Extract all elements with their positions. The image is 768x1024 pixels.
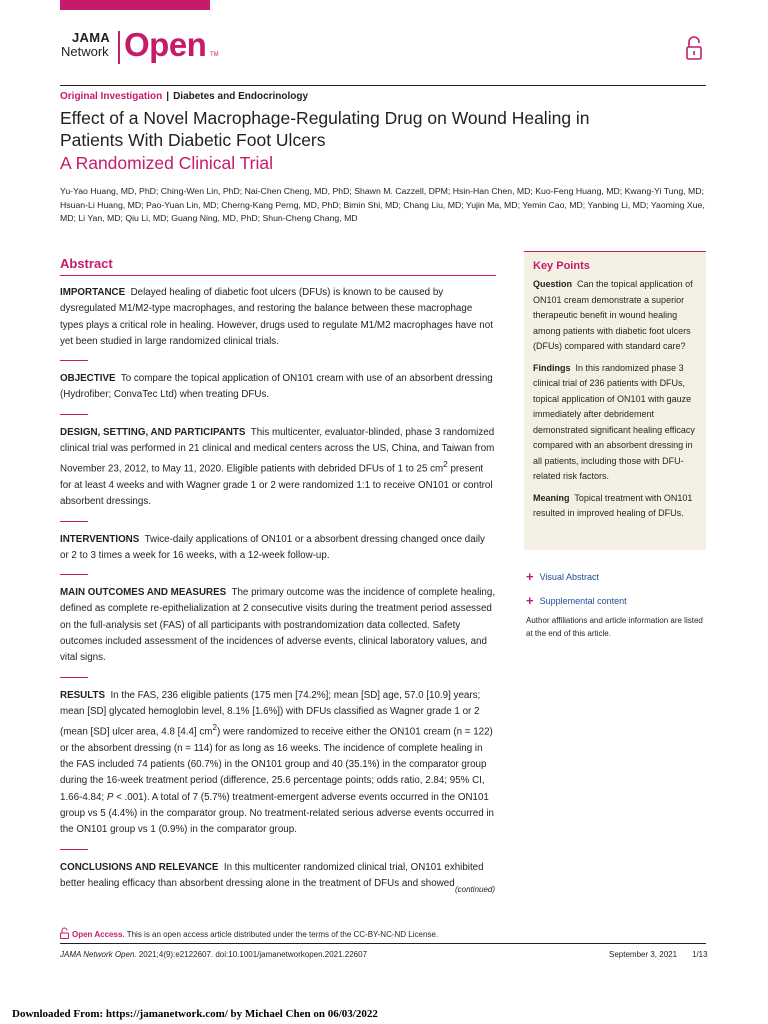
abstract-objective: [60, 371, 496, 404]
design-label: DESIGN, SETTING, AND PARTICIPANTS: [60, 426, 246, 438]
importance-label: IMPORTANCE: [60, 287, 126, 298]
open-access-label[interactable]: Open Access.: [72, 930, 125, 939]
design-text-b: present for at least 4 weeks and with Wagner grade 1 or 2 were randomized 1:1 to receive ON101 or control absorbent dressings.: [60, 463, 493, 508]
author-list: Yu-Yao Huang, MD, PhD; Ching-Wen Lin, PhD; Nai-Chen Cheng, MD, PhD; Shawn M. Cazzell, DPM; Hsin-Han Chen, MD; Kuo-Feng Huang, MD; Kwang-Yi Tung, MD; Hsuan-Li Huang, MD; Pao-Yuan Lin, MD; Cherng-Kang Perng, MD, PhD; Bimin Shi, MD; Chang Liu, MD; Yujin Ma, MD; Yemin Cao, MD; Yanbing Li, MD; Yaoming Xue, MD; Li Yan, MD; Qiu Li, MD; Guang Ning, MD, PhD; Shun-Cheng Chang, MD: [60, 186, 705, 223]
meaning-label: Meaning: [533, 492, 570, 503]
key-points-body: [533, 277, 701, 528]
publication-date: September 3, 2021: [609, 950, 678, 959]
article-type[interactable]: Original Investigation: [60, 91, 163, 102]
journal-name: JAMA Network Open.: [60, 950, 137, 959]
section-divider: [60, 521, 88, 522]
meaning-text: Topical treatment with ON101 resulted in improved healing of DFUs.: [533, 492, 693, 518]
key-points-meaning: [533, 491, 701, 522]
abstract-design: [60, 425, 496, 511]
conclusions-label: CONCLUSIONS AND RELEVANCE: [60, 861, 219, 873]
interventions-label: INTERVENTIONS: [60, 533, 140, 545]
download-stamp: Downloaded From: https://jamanetwork.com/ by Michael Chen on 06/03/2022: [12, 1008, 378, 1020]
lock-open-icon: [60, 927, 69, 939]
plus-icon: +: [526, 569, 534, 584]
outcomes-label: MAIN OUTCOMES AND MEASURES: [60, 587, 227, 599]
logo-trademark: TM: [210, 52, 219, 58]
citation: [60, 950, 367, 959]
logo-jama-text: JAMA: [72, 30, 111, 45]
section-name[interactable]: Diabetes and Endocrinology: [173, 91, 309, 102]
results-text-a: In the FAS, 236 eligible patients (175 men [74.2%]; mean [SD] age, 57.0 [10.9] years; mean [SD] glycated hemoglobin level, 8.1% [1.6%]) with DFUs classified as Wagner grade 1 or 2 (mean [SD] ulcer area, 4.8 [4.4] cm: [60, 689, 481, 738]
question-text: Can the topical application of ON101 cream demonstrate a superior therapeutic benefit in wound healing among patients with diabetic foot ulcers (DFUs) compared with standard care?: [533, 279, 693, 351]
question-label: Question: [533, 279, 573, 289]
key-points-heading: Key Points: [533, 260, 590, 272]
page-number: 1/13: [692, 950, 708, 959]
conclusions-text: In this multicenter randomized clinical trial, ON101 exhibited better healing efficacy than absorbent dressing alone in the treatment of DFUs and showed: [60, 861, 484, 889]
affiliations-note: Author affiliations and article information are listed at the end of this article.: [526, 616, 703, 638]
visual-abstract-label: Visual Abstract: [539, 572, 599, 582]
jama-network-open-logo[interactable]: [60, 28, 260, 68]
abstract-importance: [60, 285, 496, 350]
abstract-outcomes: [60, 585, 496, 666]
continued-note: (continued): [455, 885, 496, 894]
logo-network-text: Network: [61, 44, 109, 59]
findings-label: Findings: [533, 362, 571, 373]
article-subtitle: A Randomized Clinical Trial: [60, 153, 274, 173]
supplemental-content-label: Supplemental content: [539, 596, 627, 606]
supplemental-content-link[interactable]: [526, 592, 627, 607]
header-rule: [60, 85, 706, 86]
key-points-findings: [533, 361, 701, 485]
results-text-b: ) were randomized to receive either the ON101 cream (n = 122) or the absorbent dressing (n = 114) for as long as 16 weeks. The incidence of complete healing in the FAS included 74 patients (60.7%) in the ON101 group and 40 (35.1%) in the comparator group during the 16-week treatment period (difference, 25.6 percentage points; odds ratio, 2.84; 95% CI, 1.66-4.84;: [60, 726, 493, 803]
abstract-interventions: [60, 532, 496, 565]
abstract-conclusions: [60, 860, 496, 893]
section-separator: |: [166, 91, 170, 102]
section-divider: [60, 677, 88, 678]
abstract-results: [60, 688, 496, 839]
section-divider: [60, 360, 88, 361]
visual-abstract-link[interactable]: [526, 568, 599, 583]
logo-open-text: Open: [124, 26, 207, 63]
importance-text: Delayed healing of diabetic foot ulcers (DFUs) is known to be caused by dysregulated M1/M2-type macrophages, and restoring the balance between these macrophage types plays a critical role in healing. However, drugs used to regulate M1/M2 macrophages have not yet been studied in large randomized clinical trials.: [60, 287, 493, 347]
open-access-text: This is an open access article distributed under the terms of the CC-BY-NC-ND License.: [124, 930, 439, 939]
results-label: RESULTS: [60, 689, 105, 701]
citation-text: 2021;4(9):e2122607. doi:10.1001/jamanetworkopen.2021.22607: [136, 950, 368, 959]
results-p-symbol: P: [106, 791, 114, 803]
open-access-notice: [60, 927, 438, 939]
section-divider: [60, 574, 88, 575]
section-line: [60, 91, 308, 102]
results-text-c: < .001). A total of 7 (5.7%) treatment-emergent adverse events occurred in the ON101 group vs 5 (4.4%) in the comparator group. No treatment-related serious adverse events occurred in the ON101 group vs 1 (0.9%) in the comparator group.: [60, 791, 495, 836]
design-text-a: This multicenter, evaluator-blinded, phase 3 randomized clinical trial was performed in 21 clinical and medical centers across the US, China, and Taiwan from November 23, 2012, to May 11, 2020. Eligible patients with debrided DFUs of 1 to 25 cm: [60, 426, 495, 475]
plus-icon: +: [526, 593, 534, 608]
lock-open-icon: [686, 36, 702, 60]
design-superscript: 2: [443, 460, 448, 470]
footer-rule: [60, 943, 706, 944]
objective-label: OBJECTIVE: [60, 373, 116, 385]
results-superscript: 2: [212, 723, 218, 733]
abstract-rule: [60, 275, 496, 276]
section-divider: [60, 849, 88, 850]
logo-divider: [118, 31, 120, 64]
abstract-body: [60, 285, 496, 902]
objective-text: To compare the topical application of ON101 cream with use of an absorbent dressing (Hydrofiber; ConvaTec Ltd) when treating DFUs.: [60, 373, 493, 401]
key-points-rule: [524, 251, 706, 252]
article-title: Effect of a Novel Macrophage-Regulating Drug on Wound Healing in Patients With Diabetic Foot Ulcers: [60, 108, 590, 150]
section-divider: [60, 414, 88, 415]
outcomes-text: The primary outcome was the incidence of complete healing, defined as complete re-epithelialization at 2 consecutive visits during the treatment period assessed on the full-analysis set (FAS) of all participants with postrandomization data collected. Safety outcomes included assessment of the incidences of adverse events, clinical laboratory values, and vital signs.: [60, 587, 496, 664]
key-points-question: [533, 277, 701, 355]
interventions-text: Twice-daily applications of ON101 or a absorbent dressing changed once daily or 2 to 3 times a week for 16 weeks, with a 12-week follow-up.: [60, 533, 485, 561]
brand-top-bar: [60, 0, 210, 10]
findings-text: In this randomized phase 3 clinical trial of 236 patients with DFUs, topical application of ON101 with gauze immediately after debridement demonstrated significant healing efficacy compared with an absorbent dressing in all patients, including those with DFU-related risk factors.: [533, 362, 695, 481]
abstract-heading: Abstract: [60, 256, 113, 271]
